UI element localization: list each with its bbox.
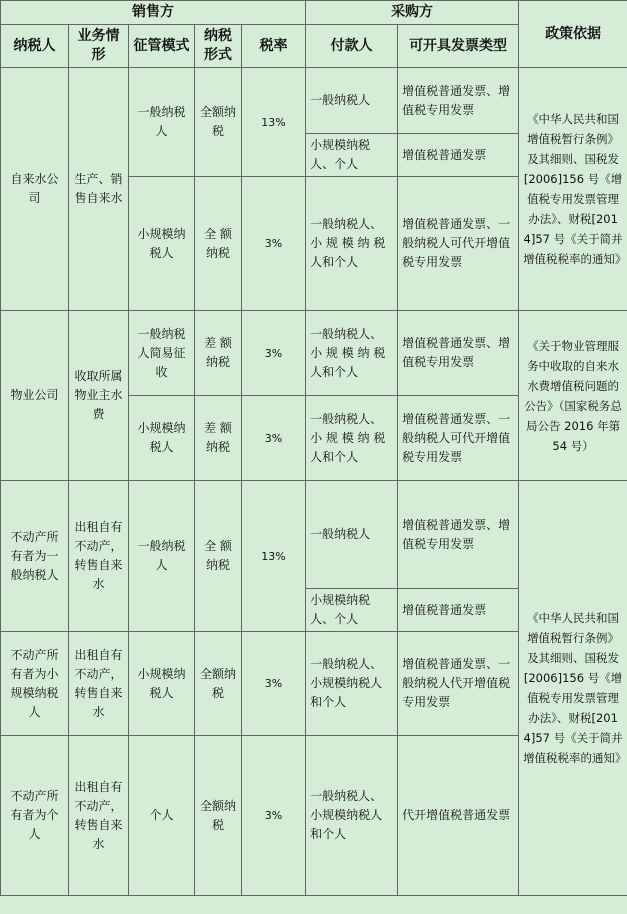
- cell-scenario: 收取所属物业主水费: [69, 311, 129, 481]
- cell-policy: 《关于物业管理服务中收取的自来水水费增值税问题的公告》（国家税务总局公告 2016 年第 54 号）: [519, 311, 627, 481]
- cell-scenario: 出租自有不动产，转售自来水: [69, 481, 129, 632]
- cell-rate: 13%: [242, 68, 306, 177]
- table-row: [1, 68, 627, 134]
- buyer-header: 采购方: [306, 1, 519, 25]
- col-payer: 付款人: [306, 25, 398, 68]
- cell-scenario: 出租自有不动产，转售自来水: [69, 736, 129, 896]
- cell-taxpayer: 不动产所有者为一般纳税人: [1, 481, 69, 632]
- cell-invoice: 增值税普通发票、增值税专用发票: [398, 311, 519, 396]
- col-invoice: 可开具发票类型: [398, 25, 519, 68]
- cell-mode: 小规模纳税人: [129, 632, 195, 736]
- cell-form: 差 额纳税: [195, 311, 242, 396]
- col-scenario: 业务情形: [69, 25, 129, 68]
- seller-header: 销售方: [1, 1, 306, 25]
- cell-rate: 13%: [242, 481, 306, 632]
- cell-mode: 一般纳税人: [129, 68, 195, 177]
- col-taxpayer: 纳税人: [1, 25, 69, 68]
- cell-form: 全 额纳税: [195, 481, 242, 632]
- cell-payer: 一般纳税人、小 规 模 纳 税人和个人: [306, 311, 398, 396]
- cell-policy: 《中华人民共和国增值税暂行条例》及其细则、国税发[2006]156 号《增值税专用发票管理办法》、财税[2014]57 号《关于简并增值税税率的通知》: [519, 481, 627, 896]
- cell-invoice: 增值税普通发票: [398, 589, 519, 632]
- cell-rate: 3%: [242, 177, 306, 311]
- cell-invoice: 代开增值税普通发票: [398, 736, 519, 896]
- col-form: 纳税形式: [195, 25, 242, 68]
- cell-payer: 一般纳税人: [306, 68, 398, 134]
- cell-taxpayer: 自来水公司: [1, 68, 69, 311]
- cell-taxpayer: 不动产所有者为小规模纳税人: [1, 632, 69, 736]
- cell-payer: 小规模纳税人、个人: [306, 589, 398, 632]
- cell-invoice: 增值税普通发票、增值税专用发票: [398, 68, 519, 134]
- col-mode: 征管模式: [129, 25, 195, 68]
- cell-payer: 一般纳税人、小 规 模 纳 税人和个人: [306, 396, 398, 481]
- cell-invoice: 增值税普通发票、一般纳税人可代开增值税专用发票: [398, 396, 519, 481]
- policy-header: 政策依据: [519, 1, 627, 68]
- cell-policy: 《中华人民共和国增值税暂行条例》及其细则、国税发[2006]156 号《增值税专用发票管理办法》、财税[2014]57 号《关于简并增值税税率的通知》: [519, 68, 627, 311]
- cell-rate: 3%: [242, 311, 306, 396]
- cell-invoice: 增值税普通发票: [398, 134, 519, 177]
- cell-taxpayer: 物业公司: [1, 311, 69, 481]
- table-row: [1, 481, 627, 589]
- cell-form: 全 额纳税: [195, 177, 242, 311]
- cell-payer: 小规模纳税人、个人: [306, 134, 398, 177]
- cell-scenario: 生产、销售自来水: [69, 68, 129, 311]
- col-rate: 税率: [242, 25, 306, 68]
- cell-invoice: 增值税普通发票、一般纳税人可代开增值税专用发票: [398, 177, 519, 311]
- cell-rate: 3%: [242, 736, 306, 896]
- cell-invoice: 增值税普通发票、增值税专用发票: [398, 481, 519, 589]
- cell-scenario: 出租自有不动产，转售自来水: [69, 632, 129, 736]
- header-row-1: [1, 1, 627, 25]
- cell-form: 全额纳税: [195, 736, 242, 896]
- table-row: [1, 311, 627, 396]
- cell-payer: 一般纳税人、小 规 模 纳 税人和个人: [306, 177, 398, 311]
- cell-taxpayer: 不动产所有者为个人: [1, 736, 69, 896]
- cell-payer: 一般纳税人、小规模纳税人和个人: [306, 632, 398, 736]
- cell-payer: 一般纳税人、小规模纳税人和个人: [306, 736, 398, 896]
- cell-mode: 一般纳税人简易征收: [129, 311, 195, 396]
- cell-rate: 3%: [242, 632, 306, 736]
- cell-form: 全额纳税: [195, 632, 242, 736]
- cell-rate: 3%: [242, 396, 306, 481]
- cell-form: 差 额纳税: [195, 396, 242, 481]
- cell-mode: 个人: [129, 736, 195, 896]
- cell-payer: 一般纳税人: [306, 481, 398, 589]
- cell-mode: 小规模纳税人: [129, 396, 195, 481]
- cell-mode: 一般纳税人: [129, 481, 195, 632]
- cell-invoice: 增值税普通发票、一般纳税人代开增值税专用发票: [398, 632, 519, 736]
- cell-mode: 小规模纳税人: [129, 177, 195, 311]
- cell-form: 全额纳税: [195, 68, 242, 177]
